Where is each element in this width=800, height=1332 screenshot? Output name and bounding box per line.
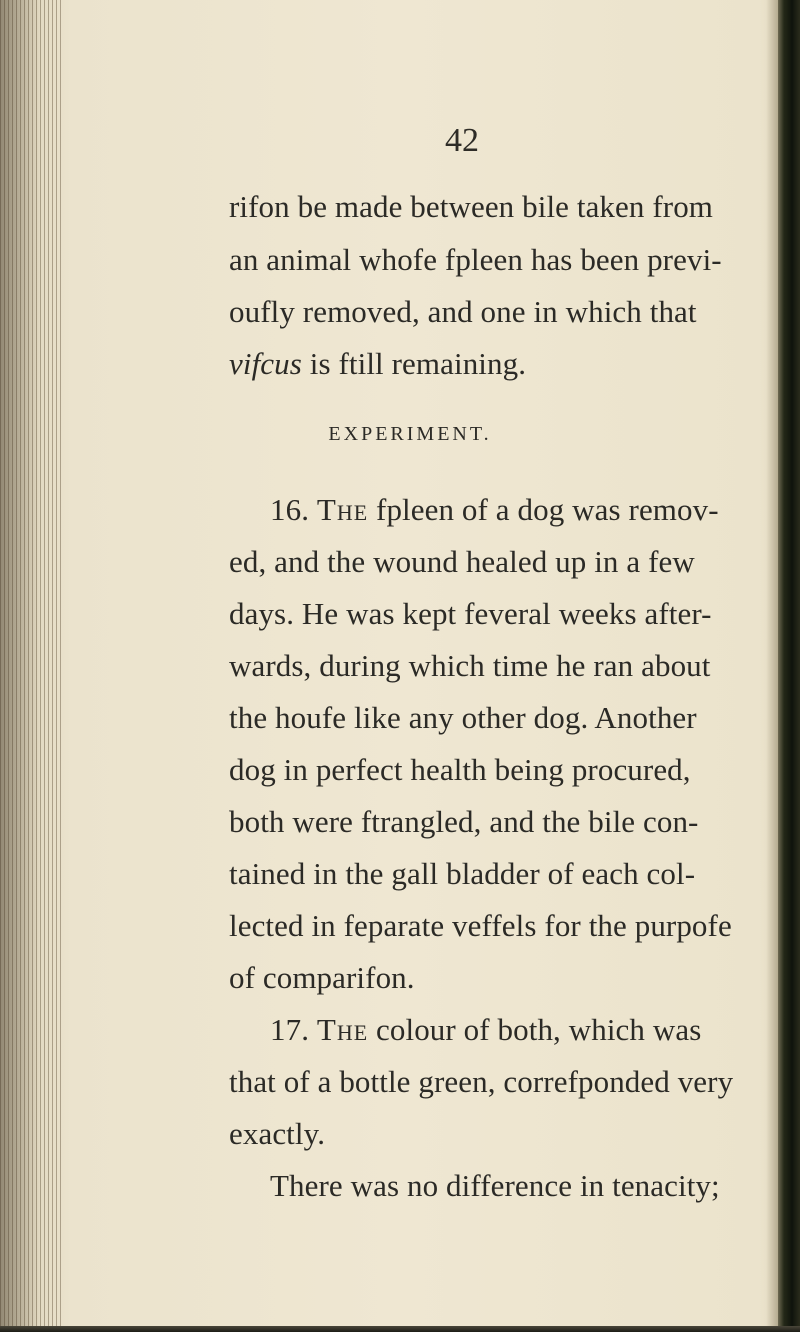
book-right-edge (778, 0, 800, 1332)
text-line: that of a bottle green, correfponded very (229, 1064, 734, 1099)
text-line: exactly. (229, 1116, 326, 1151)
text-line: the houfe like any other dog. Another (229, 700, 697, 735)
text-line: wards, during which time he ran about (229, 648, 711, 683)
text-line: days. He was kept feveral weeks after- (229, 596, 712, 631)
book-bottom-edge (0, 1326, 800, 1332)
italic-term: vifcus (229, 346, 302, 381)
text-line: lected in feparate veffels for the purpofe (229, 908, 732, 943)
text-line: tained in the gall bladder of each col- (229, 856, 696, 891)
paragraph-start: 17. The colour of both, which was (270, 1012, 702, 1047)
text-line: There was no difference in tenacity; (270, 1168, 720, 1203)
text-line: vifcus is ftill remaining. (229, 346, 527, 381)
paragraph-start: 16. The fpleen of a dog was remov- (270, 492, 719, 527)
page-number: 42 (445, 122, 479, 159)
text-line: of comparifon. (229, 960, 415, 995)
text-line: rifon be made between bile taken from (229, 189, 714, 224)
section-heading: EXPERIMENT. (328, 423, 492, 445)
text-line: dog in perfect health being procured, (229, 752, 691, 787)
text-line: ed, and the wound healed up in a few (229, 544, 695, 579)
paragraph-number: 16. (270, 492, 317, 527)
gutter-shadow (0, 0, 40, 1332)
text-line: an animal whofe fpleen has been previ- (229, 242, 722, 277)
paragraph-number: 17. (270, 1012, 317, 1047)
text-line: both were ftrangled, and the bile con- (229, 804, 699, 839)
text-line: oufly removed, and one in which that (229, 294, 697, 329)
